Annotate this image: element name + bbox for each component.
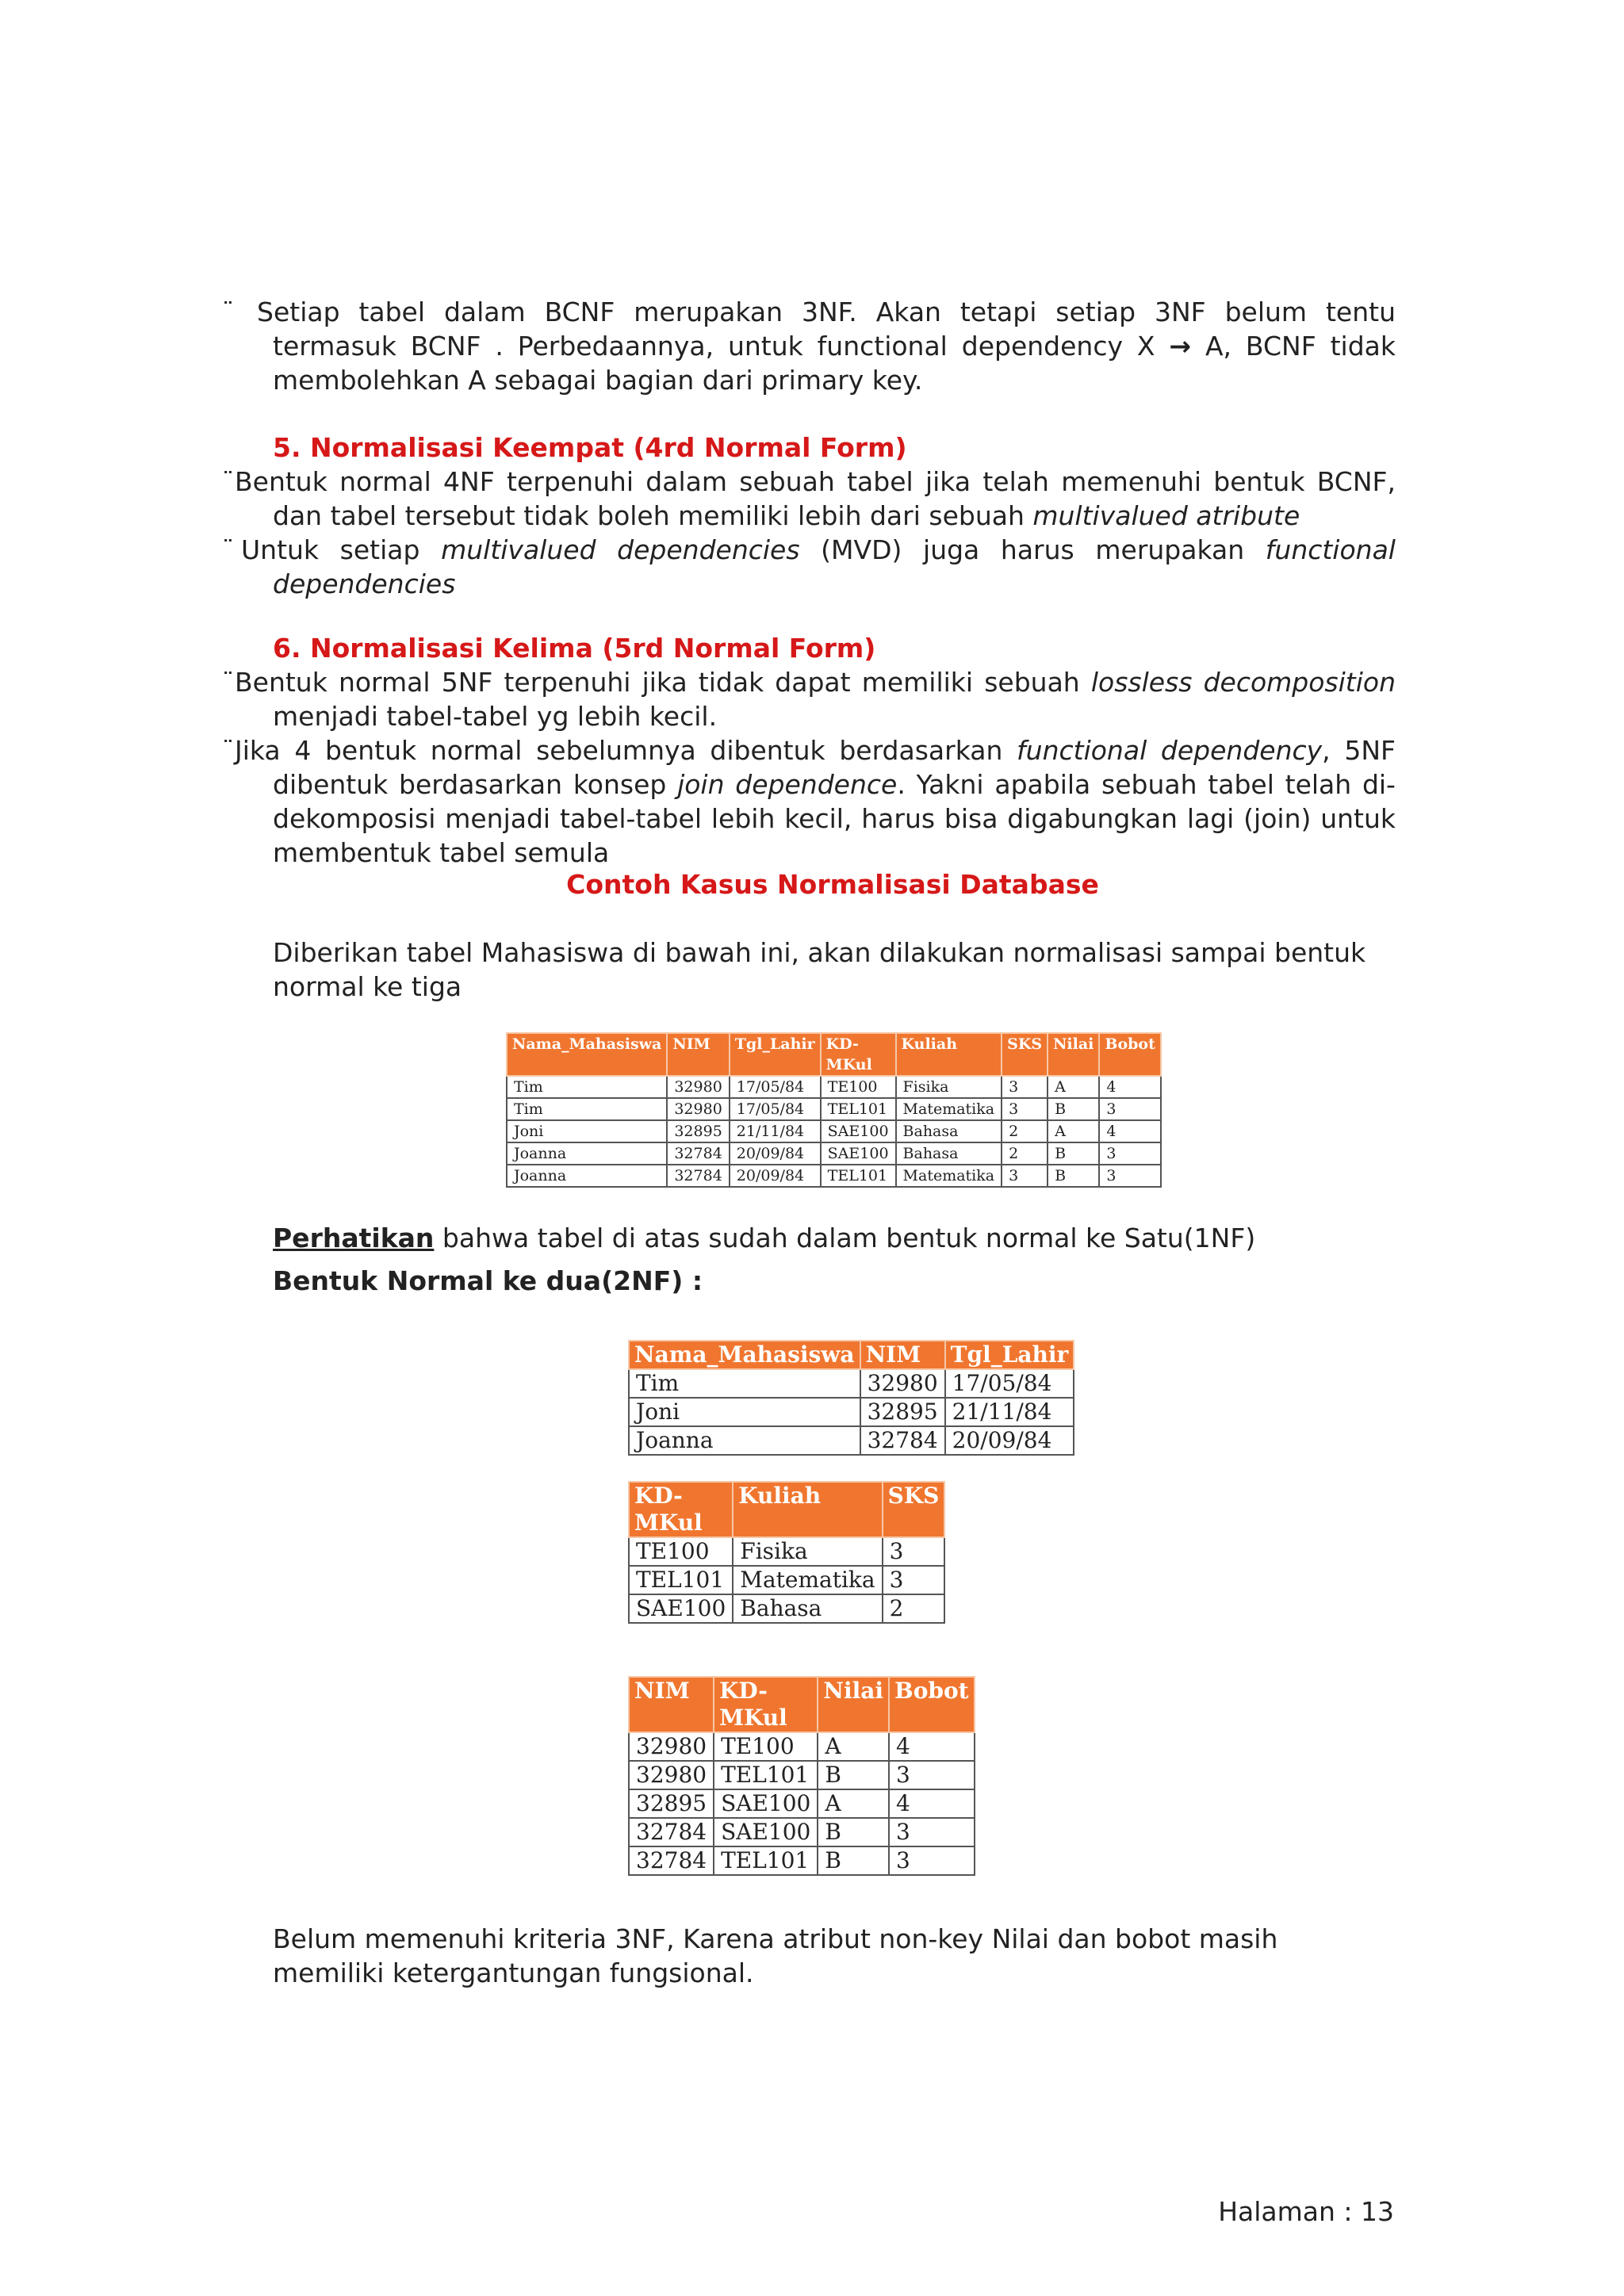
- col-header: Tgl_Lahir: [945, 1341, 1074, 1369]
- attention-label: Perhatikan: [273, 1223, 435, 1253]
- col-header: KD-MKul: [714, 1677, 818, 1732]
- attention-line: Perhatikan bahwa tabel di atas sudah dalam bentuk normal ke Satu(1NF): [273, 1223, 1256, 1253]
- col-header: Bobot: [889, 1677, 975, 1732]
- table-row: TE100 Fisika 3: [629, 1537, 944, 1566]
- table-row: Tim 32980 17/05/84: [629, 1369, 1074, 1398]
- table-row: Joanna 32784 20/09/84 SAE100 Bahasa 2 B 3: [507, 1142, 1161, 1165]
- section-6-item-2: ¨ Jika 4 bentuk normal sebelumnya dibentuk berdasarkan functional dependency, 5NF dibentuk berdasarkan konsep join dependence. Yakni apabila sebuah tabel telah di-dekomposisi menjadi tabel-tabel lebih kecil, harus bisa digabungkan lagi (join) untuk membentuk tabel semula: [222, 735, 1396, 868]
- table-mahasiswa: [628, 1340, 1074, 1456]
- table-row: Joanna 32784 20/09/84: [629, 1426, 1074, 1455]
- table-1nf: [506, 1032, 1162, 1188]
- col-header: Kuliah: [896, 1033, 1002, 1076]
- table-header-row: [629, 1482, 944, 1537]
- table-row: Tim 32980 17/05/84 TE100 Fisika 3 A 4: [507, 1076, 1161, 1098]
- col-header: Bobot: [1099, 1033, 1160, 1076]
- table-row: SAE100 Bahasa 2: [629, 1594, 944, 1623]
- table-row: 32784 TEL101 B 3: [629, 1846, 975, 1875]
- table-row: Tim 32980 17/05/84 TEL101 Matematika 3 B 3: [507, 1098, 1161, 1120]
- page-number: Halaman : 13: [1218, 2196, 1394, 2227]
- bcnf-note: [222, 295, 1396, 397]
- col-header: Kuliah: [733, 1482, 882, 1537]
- col-header: KD-MKul: [821, 1033, 896, 1076]
- col-header: SKS: [883, 1482, 945, 1537]
- col-header: KD-MKul: [629, 1482, 733, 1537]
- table-header-row: [629, 1341, 1074, 1369]
- col-header: SKS: [1002, 1033, 1048, 1076]
- case-intro: Diberikan tabel Mahasiswa di bawah ini, akan dilakukan normalisasi sampai bentuk normal ke tiga: [273, 937, 1366, 1002]
- table-row: Joni 32895 21/11/84 SAE100 Bahasa 2 A 4: [507, 1120, 1161, 1142]
- section-6-item-1: ¨ Bentuk normal 5NF terpenuhi jika tidak dapat memiliki sebuah lossless decomposition menjadi tabel-tabel yg lebih kecil.: [222, 667, 1396, 732]
- nf2-heading: Bentuk Normal ke dua(2NF) :: [273, 1265, 703, 1296]
- col-header: Tgl_Lahir: [730, 1033, 821, 1076]
- case-study-title: Contoh Kasus Normalisasi Database: [566, 869, 1099, 900]
- conclusion-text: Belum memenuhi kriteria 3NF, Karena atribut non-key Nilai dan bobot masih memiliki ketergantungan fungsional.: [273, 1923, 1278, 1988]
- table-matakuliah: [628, 1481, 945, 1624]
- col-header: Nama_Mahasiswa: [507, 1033, 667, 1076]
- col-header: Nama_Mahasiswa: [629, 1341, 860, 1369]
- col-header: NIM: [860, 1341, 945, 1369]
- col-header: Nilai: [818, 1677, 889, 1732]
- table-row: 32980 TEL101 B 3: [629, 1761, 975, 1789]
- col-header: Nilai: [1048, 1033, 1099, 1076]
- section-5-item-1: ¨ Bentuk normal 4NF terpenuhi dalam sebuah tabel jika telah memenuhi bentuk BCNF, dan tabel tersebut tidak boleh memiliki lebih dari sebuah multivalued atribute: [222, 466, 1396, 531]
- table-header-row: [629, 1677, 975, 1732]
- table-row: 32895 SAE100 A 4: [629, 1789, 975, 1818]
- section-5-heading: 5. Normalisasi Keempat (4rd Normal Form): [273, 432, 907, 463]
- table-row: Joni 32895 21/11/84: [629, 1398, 1074, 1426]
- col-header: NIM: [667, 1033, 729, 1076]
- table-row: 32784 SAE100 B 3: [629, 1818, 975, 1846]
- table-row: Joanna 32784 20/09/84 TEL101 Matematika 3 B 3: [507, 1165, 1161, 1187]
- bcnf-paragraph: Setiap tabel dalam BCNF merupakan 3NF. Akan tetapi setiap 3NF belum tentu termasuk BCNF . Perbedaannya, untuk functional dependency X → A, BCNF tidak membolehkan A sebagai bagian dari primary key.: [257, 297, 1396, 396]
- bullet-marker: ¨: [222, 298, 234, 326]
- arrow-icon: →: [1169, 331, 1192, 362]
- table-row: 32980 TE100 A 4: [629, 1732, 975, 1761]
- table-header-row: [507, 1033, 1161, 1076]
- table-row: TEL101 Matematika 3: [629, 1566, 944, 1594]
- table-nilai: [628, 1676, 975, 1876]
- col-header: NIM: [629, 1677, 714, 1732]
- section-5-item-2: ¨ Untuk setiap multivalued dependencies (MVD) juga harus merupakan functional dependencies: [222, 534, 1396, 599]
- section-6-heading: 6. Normalisasi Kelima (5rd Normal Form): [273, 633, 876, 664]
